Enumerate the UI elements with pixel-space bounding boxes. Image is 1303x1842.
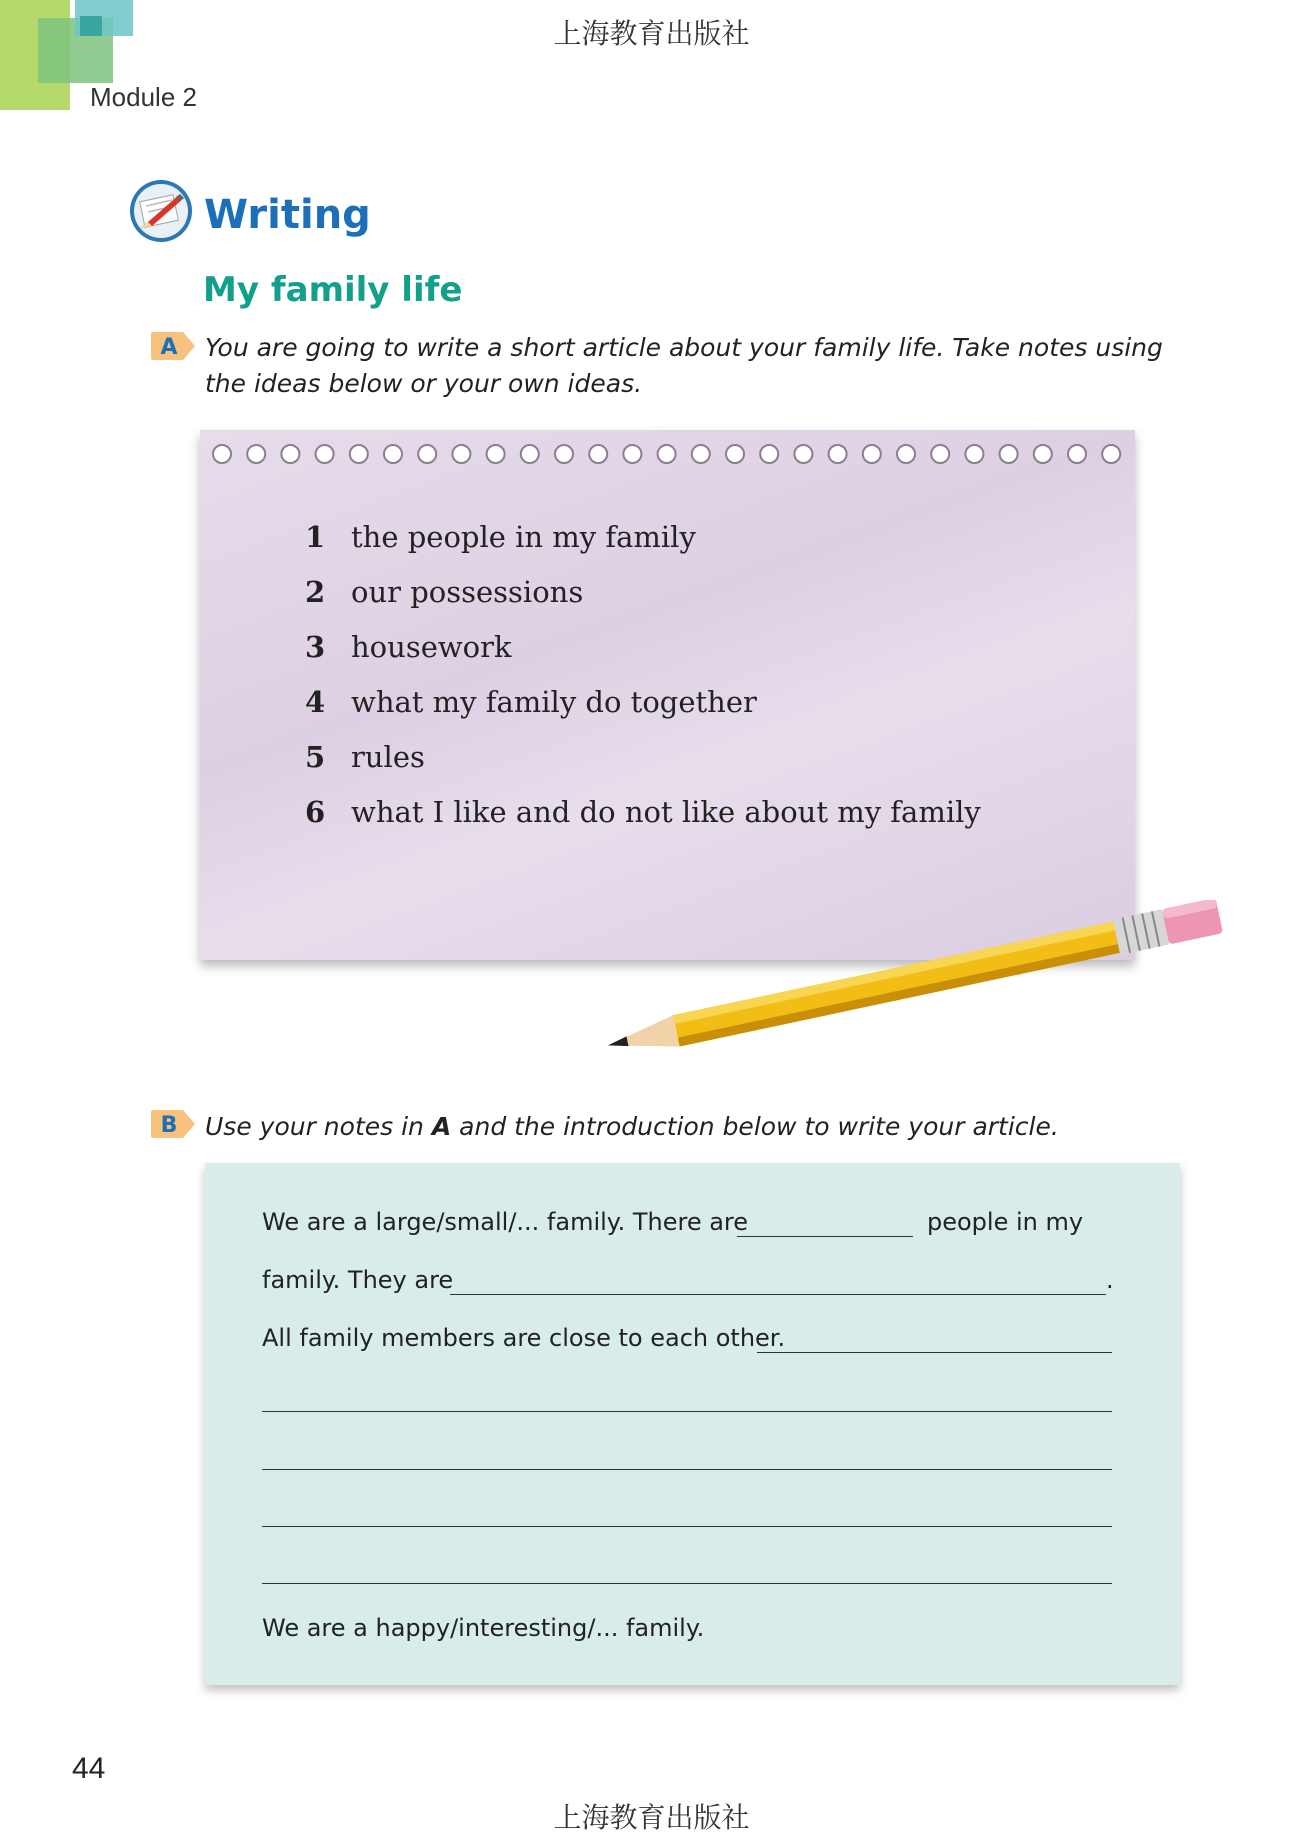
list-item-number: 6 xyxy=(305,795,326,829)
list-item-text: our possessions xyxy=(351,575,584,609)
pencil-image xyxy=(590,900,1240,1050)
task-b-instruction-post: and the introduction below to write your article. xyxy=(451,1112,1059,1141)
notepad-hole xyxy=(863,445,881,463)
notepad-hole xyxy=(350,445,368,463)
notepad-hole xyxy=(726,445,744,463)
badge-a-letter: A xyxy=(160,335,178,360)
notepad-hole xyxy=(1034,445,1052,463)
list-item-number: 2 xyxy=(305,575,326,609)
notepad-hole xyxy=(487,445,505,463)
notepad-hole xyxy=(281,445,299,463)
notepad-hole xyxy=(316,445,334,463)
task-b-instruction-pre: Use your notes in xyxy=(205,1112,432,1141)
notepad-hole xyxy=(452,445,470,463)
list-item-number: 4 xyxy=(305,685,326,719)
list-item-text: the people in my family xyxy=(351,520,696,554)
badge-b-letter: B xyxy=(160,1113,178,1138)
list-item-number: 1 xyxy=(305,520,326,554)
list-item-text: what my family do together xyxy=(351,685,757,719)
blank-line[interactable] xyxy=(757,1352,1112,1353)
article-line-2: family. They are xyxy=(262,1266,454,1294)
module-label: Module 2 xyxy=(90,82,197,112)
section-title: Writing xyxy=(204,192,371,238)
notepad-hole xyxy=(658,445,676,463)
blank-line[interactable] xyxy=(450,1294,1106,1295)
article-line-1a: We are a large/small/... family. There are xyxy=(262,1208,749,1236)
notepad-hole xyxy=(794,445,812,463)
badge-a xyxy=(151,332,195,360)
notepad-hole xyxy=(1102,445,1120,463)
task-a-instruction: You are going to write a short article about your family life. Take notes using the ideas below or your own ideas. xyxy=(205,333,1163,398)
article-closing: We are a happy/interesting/... family. xyxy=(262,1614,705,1642)
list-item xyxy=(305,685,757,719)
notepad-hole xyxy=(384,445,402,463)
task-b-instruction-bold: A xyxy=(431,1112,452,1141)
page-number: 44 xyxy=(72,1752,106,1785)
publisher-footer: 上海教育出版社 xyxy=(553,1801,750,1834)
notepad-hole xyxy=(829,445,847,463)
list-item xyxy=(305,520,696,554)
notepad-hole xyxy=(555,445,573,463)
list-item xyxy=(305,630,512,664)
notepad-hole xyxy=(760,445,778,463)
notepad-hole xyxy=(213,445,231,463)
notepad-hole xyxy=(1068,445,1086,463)
article-line-1b: people in my xyxy=(927,1208,1084,1236)
article-line-3: All family members are close to each other. xyxy=(262,1324,786,1352)
section-subtitle: My family life xyxy=(203,270,463,310)
notepad-holes xyxy=(210,441,1135,467)
list-item-text: rules xyxy=(351,740,425,774)
publisher-header: 上海教育出版社 xyxy=(553,17,750,50)
list-item-number: 5 xyxy=(305,740,326,774)
blank-line[interactable] xyxy=(262,1583,1112,1584)
badge-b xyxy=(151,1110,195,1138)
notepad-hole xyxy=(589,445,607,463)
notepad-hole xyxy=(247,445,265,463)
task-b-instruction xyxy=(205,1109,1185,1145)
list-item xyxy=(305,575,583,609)
article-line-2-end: . xyxy=(1106,1266,1114,1294)
list-item-text: housework xyxy=(351,630,512,664)
article-card xyxy=(205,1163,1180,1685)
notepad-hole xyxy=(1000,445,1018,463)
notepad-hole xyxy=(692,445,710,463)
notepad-hole xyxy=(623,445,641,463)
blank-line[interactable] xyxy=(262,1526,1112,1527)
list-item-number: 3 xyxy=(305,630,326,664)
blank-line[interactable] xyxy=(262,1469,1112,1470)
notepad-hole xyxy=(931,445,949,463)
notepad-hole xyxy=(965,445,983,463)
list-item xyxy=(305,740,425,774)
notepad-hole xyxy=(418,445,436,463)
blank-line[interactable] xyxy=(262,1411,1112,1412)
pen-and-paper-icon xyxy=(128,178,194,244)
blank-line[interactable] xyxy=(737,1236,913,1237)
notepad-hole xyxy=(897,445,915,463)
list-item xyxy=(305,795,981,829)
notepad-hole xyxy=(521,445,539,463)
list-item-text: what I like and do not like about my family xyxy=(351,795,981,829)
